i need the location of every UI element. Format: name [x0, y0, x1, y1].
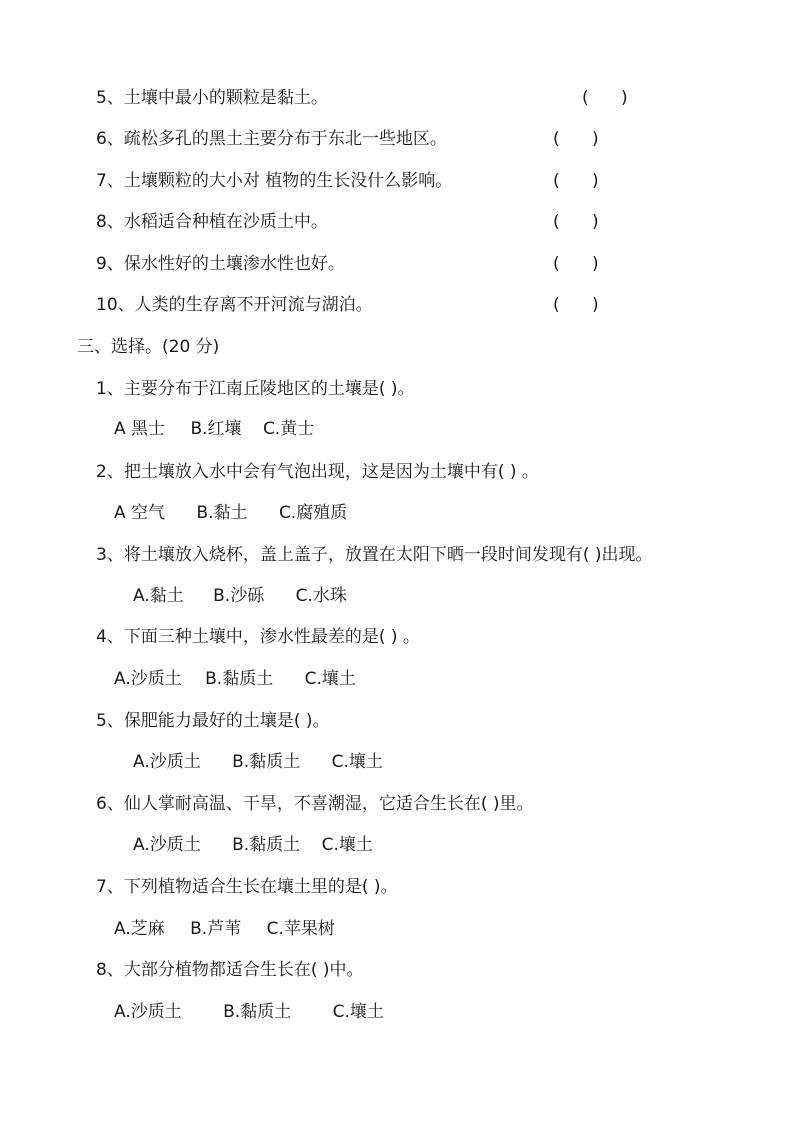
option-c[interactable]: C.腐殖质 — [278, 503, 348, 523]
section-3-title: 三、选择。(20 分) — [77, 337, 220, 357]
option-c[interactable]: C.壤土 — [332, 1002, 384, 1022]
option-b[interactable]: B.沙砾 — [213, 586, 265, 606]
judge-item-9-text: 9、保水性好的土壤渗水性也好。 — [96, 254, 345, 274]
judge-item-9-blank[interactable]: ( ) — [553, 254, 599, 274]
option-a[interactable]: A.沙质土 — [133, 752, 201, 772]
judge-item-7-blank[interactable]: ( ) — [553, 171, 599, 191]
choice-options-1 — [114, 418, 314, 440]
choice-options-2 — [114, 502, 347, 524]
choice-options-3 — [133, 585, 347, 607]
option-a[interactable]: A 空气 — [114, 503, 166, 523]
judge-item-5-text: 5、土壤中最小的颗粒是黏土。 — [96, 88, 328, 108]
option-c[interactable]: C.壤土 — [321, 835, 373, 855]
option-a[interactable]: A.沙质土 — [133, 835, 201, 855]
judge-item-7-text: 7、土壤颗粒的大小对 植物的生长没什么影响。 — [96, 171, 453, 191]
choice-question-7: 7、下列植物适合生长在壤土里的是( )。 — [96, 877, 398, 897]
judge-item-8-blank[interactable]: ( ) — [553, 212, 599, 232]
judge-item-10-blank[interactable]: ( ) — [553, 295, 599, 315]
choice-options-6 — [133, 834, 373, 856]
option-c[interactable]: C.水珠 — [295, 586, 347, 606]
option-b[interactable]: B.芦苇 — [190, 919, 242, 939]
choice-question-5: 5、保肥能力最好的土壤是( )。 — [96, 711, 330, 731]
option-b[interactable]: B.黏质土 — [223, 1002, 292, 1022]
choice-question-6: 6、仙人掌耐高温、干旱，不喜潮湿，它适合生长在( )里。 — [96, 794, 534, 814]
option-b[interactable]: B.黏质土 — [232, 835, 301, 855]
choice-question-2: 2、把土壤放入水中会有气泡出现，这是因为土壤中有( ) 。 — [96, 462, 539, 482]
option-b[interactable]: B.黏质土 — [205, 669, 274, 689]
choice-question-8: 8、大部分植物都适合生长在( )中。 — [96, 960, 364, 980]
choice-options-8 — [114, 1001, 384, 1023]
option-a[interactable]: A.芝麻 — [114, 919, 165, 939]
choice-options-4 — [114, 668, 356, 690]
option-a[interactable]: A 黑士 — [114, 419, 166, 439]
choice-question-4: 4、下面三种土壤中，渗水性最差的是( ) 。 — [96, 627, 420, 647]
option-b[interactable]: B.黏质土 — [232, 752, 301, 772]
judge-item-6-text: 6、疏松多孔的黑土主要分布于东北一些地区。 — [96, 129, 447, 149]
option-b[interactable]: B.黏土 — [196, 503, 248, 523]
option-a[interactable]: A.沙质土 — [114, 1002, 182, 1022]
option-a[interactable]: A.黏土 — [133, 586, 184, 606]
choice-options-5 — [133, 751, 383, 773]
judge-item-8-text: 8、水稻适合种植在沙质土中。 — [96, 212, 328, 232]
judge-item-10-text: 10、人类的生存离不开河流与湖泊。 — [96, 295, 373, 315]
option-c[interactable]: C.壤土 — [304, 669, 356, 689]
option-c[interactable]: C.黄士 — [262, 419, 315, 439]
option-a[interactable]: A.沙质土 — [114, 669, 182, 689]
judge-item-5-blank[interactable]: ( ) — [582, 88, 628, 108]
option-b[interactable]: B.红壤 — [190, 419, 242, 439]
choice-question-3: 3、将土壤放入烧杯，盖上盖子，放置在太阳下晒一段时间发现有( )出现。 — [96, 545, 653, 565]
choice-question-1: 1、主要分布于江南丘陵地区的土壤是( )。 — [96, 379, 415, 399]
choice-options-7 — [114, 918, 335, 940]
option-c[interactable]: C.壤土 — [331, 752, 383, 772]
judge-item-6-blank[interactable]: ( ) — [553, 129, 599, 149]
option-c[interactable]: C.苹果树 — [266, 919, 335, 939]
